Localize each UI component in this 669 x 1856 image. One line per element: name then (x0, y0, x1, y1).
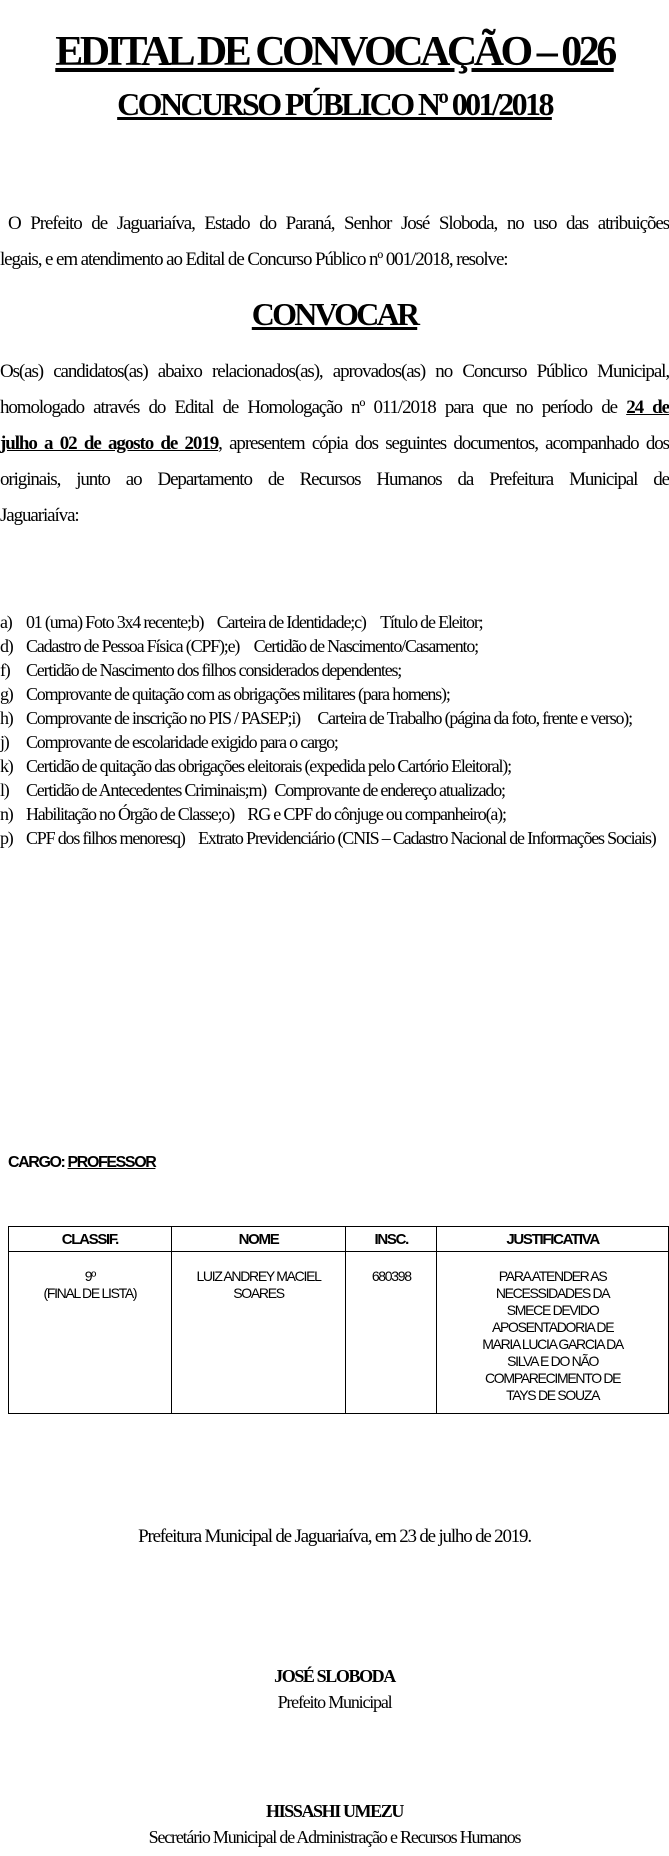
list-item (221, 802, 505, 826)
body-line-2 (0, 390, 669, 426)
list-item-letter: k) (0, 756, 13, 776)
list-item-letter: q) (172, 828, 185, 848)
list-item (248, 778, 504, 802)
list-item (0, 826, 172, 850)
intro-paragraph (0, 206, 669, 278)
list-item (0, 706, 291, 730)
list-item-letter: d) (0, 636, 13, 656)
documents-list (0, 610, 669, 850)
cell-justificativa (437, 1252, 669, 1414)
intro-line-1: O Prefeito de Jaguariaíva, Estado do Paraná, Senhor José Sloboda, no uso das atribuições (8, 213, 669, 234)
nome-line-1: LUIZ ANDREY MACIEL (196, 1268, 321, 1284)
list-item-letter: e) (227, 636, 240, 656)
nome-line-2: SOARES (233, 1285, 284, 1301)
dateline: Prefeitura Municipal de Jaguariaíva, em 23 de julho de 2019. (138, 1526, 531, 1547)
list-item (172, 826, 655, 850)
table-row (9, 1252, 669, 1414)
list-item-letter: o) (221, 804, 235, 824)
list-item-text: Título de Eleitor; (380, 612, 483, 632)
table-header-row (9, 1227, 669, 1252)
list-item-letter: f) (0, 660, 10, 680)
list-item (0, 730, 338, 754)
signer-2-name: HISSASHI UMEZU (266, 1801, 403, 1821)
document-subtitle: CONCURSO PÚBLICO Nº 001/2018 (117, 86, 552, 122)
signer-2-role: Secretário Municipal de Administração e Recursos Humanos (148, 1827, 521, 1847)
list-item (228, 634, 478, 658)
list-item-letter: n) (0, 804, 13, 824)
classif-note: (FINAL DE LISTA) (43, 1285, 137, 1301)
list-item-letter: a) (0, 612, 12, 632)
header-nome: NOME (171, 1227, 346, 1252)
list-item (0, 610, 191, 634)
date-range: julho a 02 de agosto de 2019 (0, 433, 219, 454)
list-item-text: Certidão de Nascimento dos filhos considerados dependentes; (26, 660, 402, 680)
cell-classif (9, 1252, 172, 1414)
list-item (0, 682, 450, 706)
candidates-table (8, 1226, 669, 1414)
list-item-text: Certidão de Antecedentes Criminais; (26, 780, 249, 800)
list-item-text: Comprovante de endereço atualizado; (274, 780, 505, 800)
classif-position: 9º (84, 1268, 95, 1284)
list-item-letter: g) (0, 684, 13, 704)
list-item-text: Habilitação no Órgão de Classe; (26, 804, 222, 824)
header-justificativa: JUSTIFICATIVA (437, 1227, 669, 1252)
list-item-text: Comprovante de escolaridade exigido para o cargo; (26, 732, 338, 752)
cargo-line (8, 1154, 155, 1172)
signer-1-role: Prefeito Municipal (277, 1692, 392, 1712)
list-item (0, 634, 228, 658)
list-item-text: Comprovante de inscrição no PIS / PASEP; (26, 708, 292, 728)
list-item-text: Certidão de Nascimento/Casamento; (253, 636, 478, 656)
list-item-letter: m) (248, 780, 267, 800)
list-item-text: Comprovante de quitação com as obrigações militares (para homens); (26, 684, 450, 704)
body-line-3-text: , apresentem cópia dos seguintes documentos, acompanhado dos (218, 433, 669, 454)
list-item (0, 658, 401, 682)
list-item-text: Carteira de Trabalho (página da foto, frente e verso); (317, 708, 632, 728)
list-item-text: Certidão de quitação das obrigações eleitorais (expedida pelo Cartório Eleitoral); (26, 756, 511, 776)
list-item-text: 01 (uma) Foto 3x4 recente; (26, 612, 191, 632)
list-item (354, 610, 482, 634)
list-item (291, 706, 632, 730)
list-item-letter: l) (0, 780, 9, 800)
list-item (0, 802, 221, 826)
list-item-letter: h) (0, 708, 13, 728)
body-line-3 (0, 426, 669, 462)
cargo-label: CARGO: (8, 1154, 68, 1171)
list-item-text: Cadastro de Pessoa Física (CPF); (26, 636, 228, 656)
document-title: EDITAL DE CONVOCAÇÃO – 026 (55, 29, 614, 75)
body-line-4: originais, junto ao Departamento de Recursos Humanos da Prefeitura Municipal de (0, 469, 669, 490)
list-item-text: Carteira de Identidade; (216, 612, 355, 632)
header-classif: CLASSIF. (9, 1227, 172, 1252)
list-item-letter: c) (354, 612, 366, 632)
body-line-5: Jaguariaíva: (0, 505, 79, 526)
list-item (0, 754, 511, 778)
list-item-letter: i) (291, 708, 300, 728)
list-item (191, 610, 354, 634)
intro-line-2: legais, e em atendimento ao Edital de Concurso Público nº 001/2018, resolve: (0, 249, 508, 270)
justificativa-text: PARA ATENDER AS NECESSIDADES DA SMECE DEVIDO APOSENTADORIA DE MARIA LUCIA GARCIA DA SILVA E DO NÃO COMPARECIMENTO DE TAYS DE SOUZA (482, 1268, 623, 1403)
signer-1-name: JOSÉ SLOBODA (274, 1666, 395, 1686)
list-item-text: Extrato Previdenciário (CNIS – Cadastro Nacional de Informações Sociais) (198, 828, 656, 848)
list-item-text: CPF dos filhos menores (26, 828, 173, 848)
cell-nome (171, 1252, 346, 1414)
list-item-letter: b) (190, 612, 204, 632)
list-item-letter: j) (0, 732, 9, 752)
body-paragraph (0, 354, 669, 534)
list-item (0, 778, 248, 802)
cell-insc: 680398 (346, 1252, 437, 1414)
date-start: 24 de (626, 397, 669, 418)
header-insc: INSC. (346, 1227, 437, 1252)
list-item-text: RG e CPF do cônjuge ou companheiro(a); (247, 804, 506, 824)
list-item-letter: p) (0, 828, 13, 848)
body-line-2-text: homologado através do Edital de Homologação nº 011/2018 para que no período de (0, 397, 627, 418)
convocar-heading: CONVOCAR (251, 296, 418, 332)
cargo-value: PROFESSOR (67, 1154, 156, 1171)
body-line-1: Os(as) candidatos(as) abaixo relacionados(as), aprovados(as) no Concurso Público Municipal, (0, 361, 669, 382)
